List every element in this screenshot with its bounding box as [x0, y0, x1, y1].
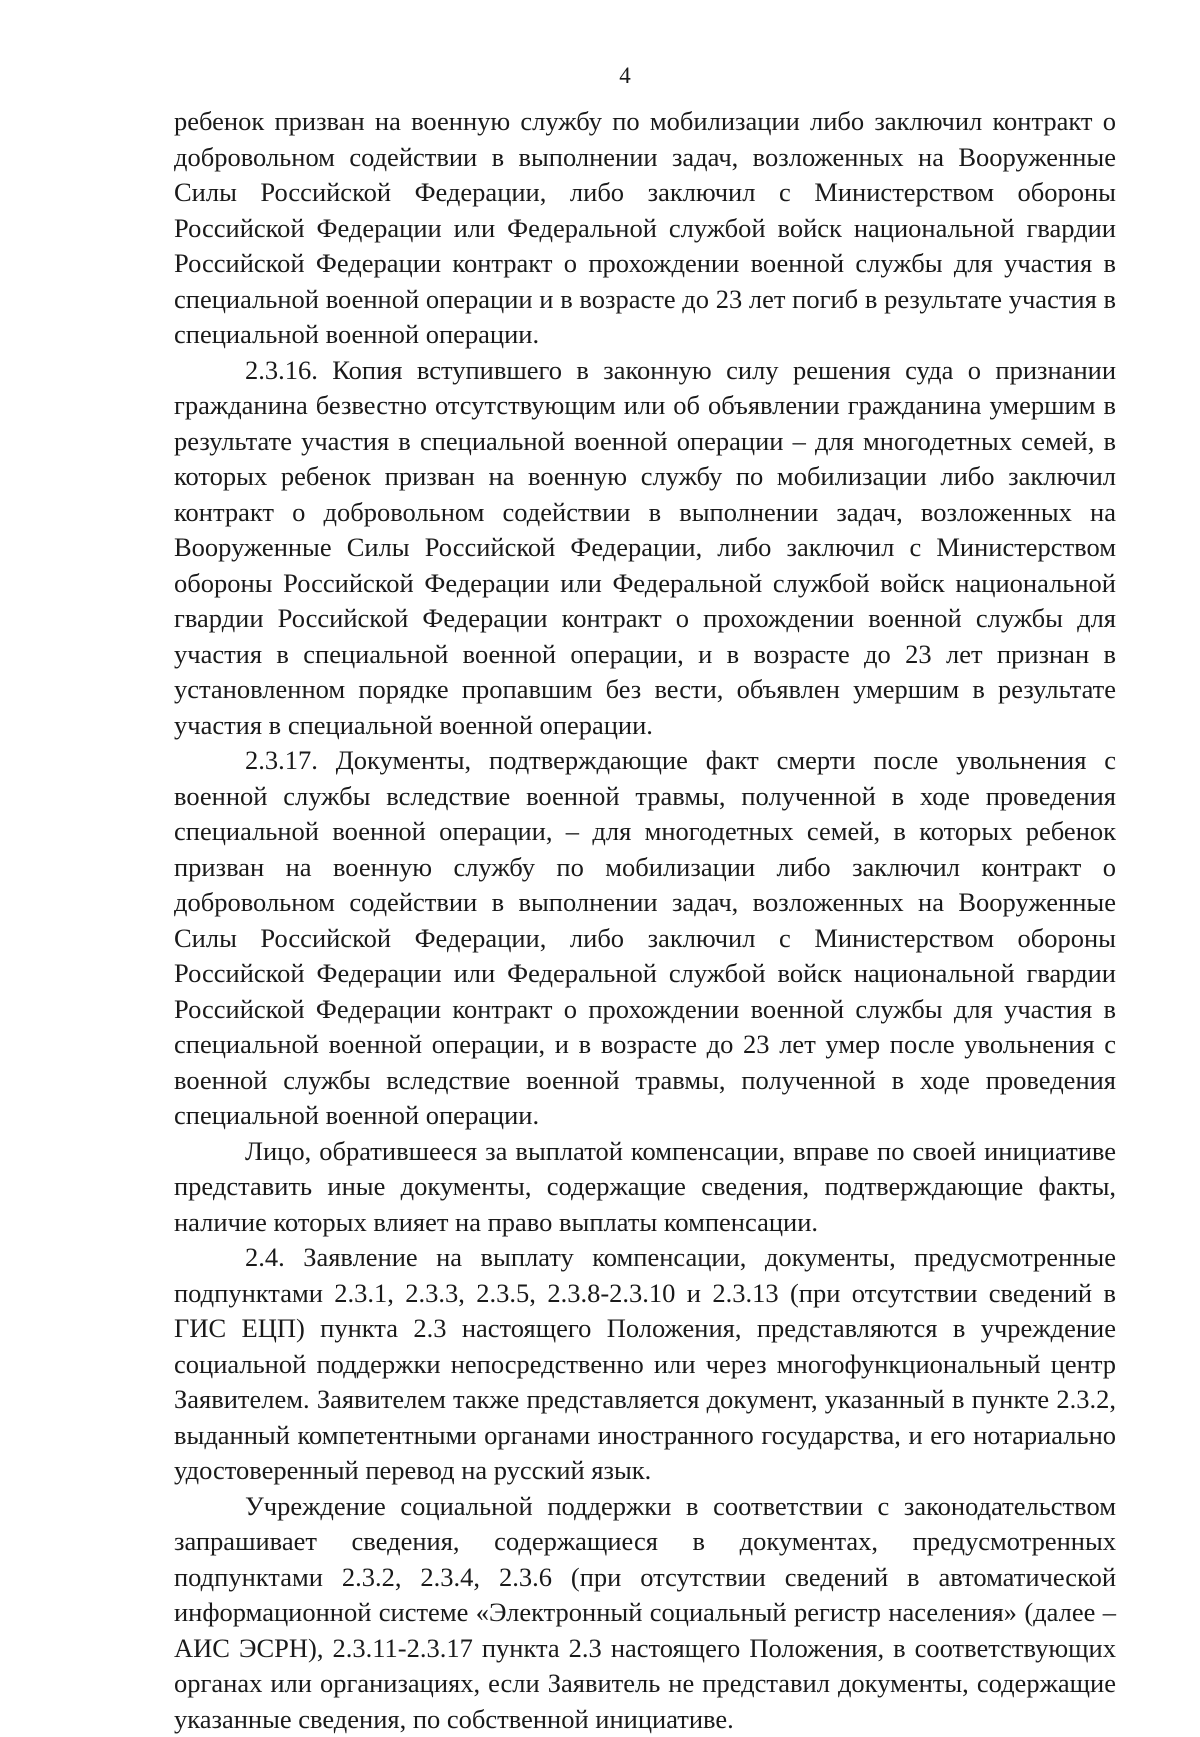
- page-number: 4: [0, 62, 1200, 90]
- paragraph-continuation: ребенок призван на военную службу по мобилизации либо заключил контракт о добровольном содействии в выполнении задач, возложенных на Вооруженные Силы Российской Федерации, либо заключил с Министерством обороны Российской Федерации или Федеральной службой войск национальной гвардии Российской Федерации контракт о прохождении военной службы для участия в специальной военной операции и в возрасте до 23 лет погиб в результате участия в специальной военной операции.: [174, 104, 1116, 353]
- paragraph-additional-documents: Лицо, обратившееся за выплатой компенсации, вправе по своей инициативе представить иные документы, содержащие сведения, подтверждающие факты, наличие которых влияет на право выплаты компенсации.: [174, 1134, 1116, 1241]
- document-body: [174, 104, 1116, 1737]
- paragraph-interagency-request: Учреждение социальной поддержки в соответствии с законодательством запрашивает сведения, содержащиеся в документах, предусмотренных подпунктами 2.3.2, 2.3.4, 2.3.6 (при отсутствии сведений в автоматической информационной системе «Электронный социальный регистр населения» (далее – АИС ЭСРН), 2.3.11-2.3.17 пункта 2.3 настоящего Положения, в соответствующих органах или организациях, если Заявитель не представил документы, содержащие указанные сведения, по собственной инициативе.: [174, 1489, 1116, 1737]
- paragraph-2-4: 2.4. Заявление на выплату компенсации, документы, предусмотренные подпунктами 2.3.1, 2.3.3, 2.3.5, 2.3.8-2.3.10 и 2.3.13 (при отсутствии сведений в ГИС ЕЦП) пункта 2.3 настоящего Положения, представляются в учреждение социальной поддержки непосредственно или через многофункциональный центр Заявителем. Заявителем также представляется документ, указанный в пункте 2.3.2, выданный компетентными органами иностранного государства, и его нотариально удостоверенный перевод на русский язык.: [174, 1240, 1116, 1489]
- paragraph-2-3-17: 2.3.17. Документы, подтверждающие факт смерти после увольнения с военной службы вследствие военной травмы, полученной в ходе проведения специальной военной операции, – для многодетных семей, в которых ребенок призван на военную службу по мобилизации либо заключил контракт о добровольном содействии в выполнении задач, возложенных на Вооруженные Силы Российской Федерации, либо заключил с Министерством обороны Российской Федерации или Федеральной службой войск национальной гвардии Российской Федерации контракт о прохождении военной службы для участия в специальной военной операции, и в возрасте до 23 лет умер после увольнения с военной службы вследствие военной травмы, полученной в ходе проведения специальной военной операции.: [174, 743, 1116, 1134]
- paragraph-2-3-16: 2.3.16. Копия вступившего в законную силу решения суда о признании гражданина безвестно отсутствующим или об объявлении гражданина умершим в результате участия в специальной военной операции – для многодетных семей, в которых ребенок призван на военную службу по мобилизации либо заключил контракт о добровольном содействии в выполнении задач, возложенных на Вооруженные Силы Российской Федерации, либо заключил с Министерством обороны Российской Федерации или Федеральной службой войск национальной гвардии Российской Федерации контракт о прохождении военной службы для участия в специальной военной операции, и в возрасте до 23 лет признан в установленном порядке пропавшим без вести, объявлен умершим в результате участия в специальной военной операции.: [174, 353, 1116, 744]
